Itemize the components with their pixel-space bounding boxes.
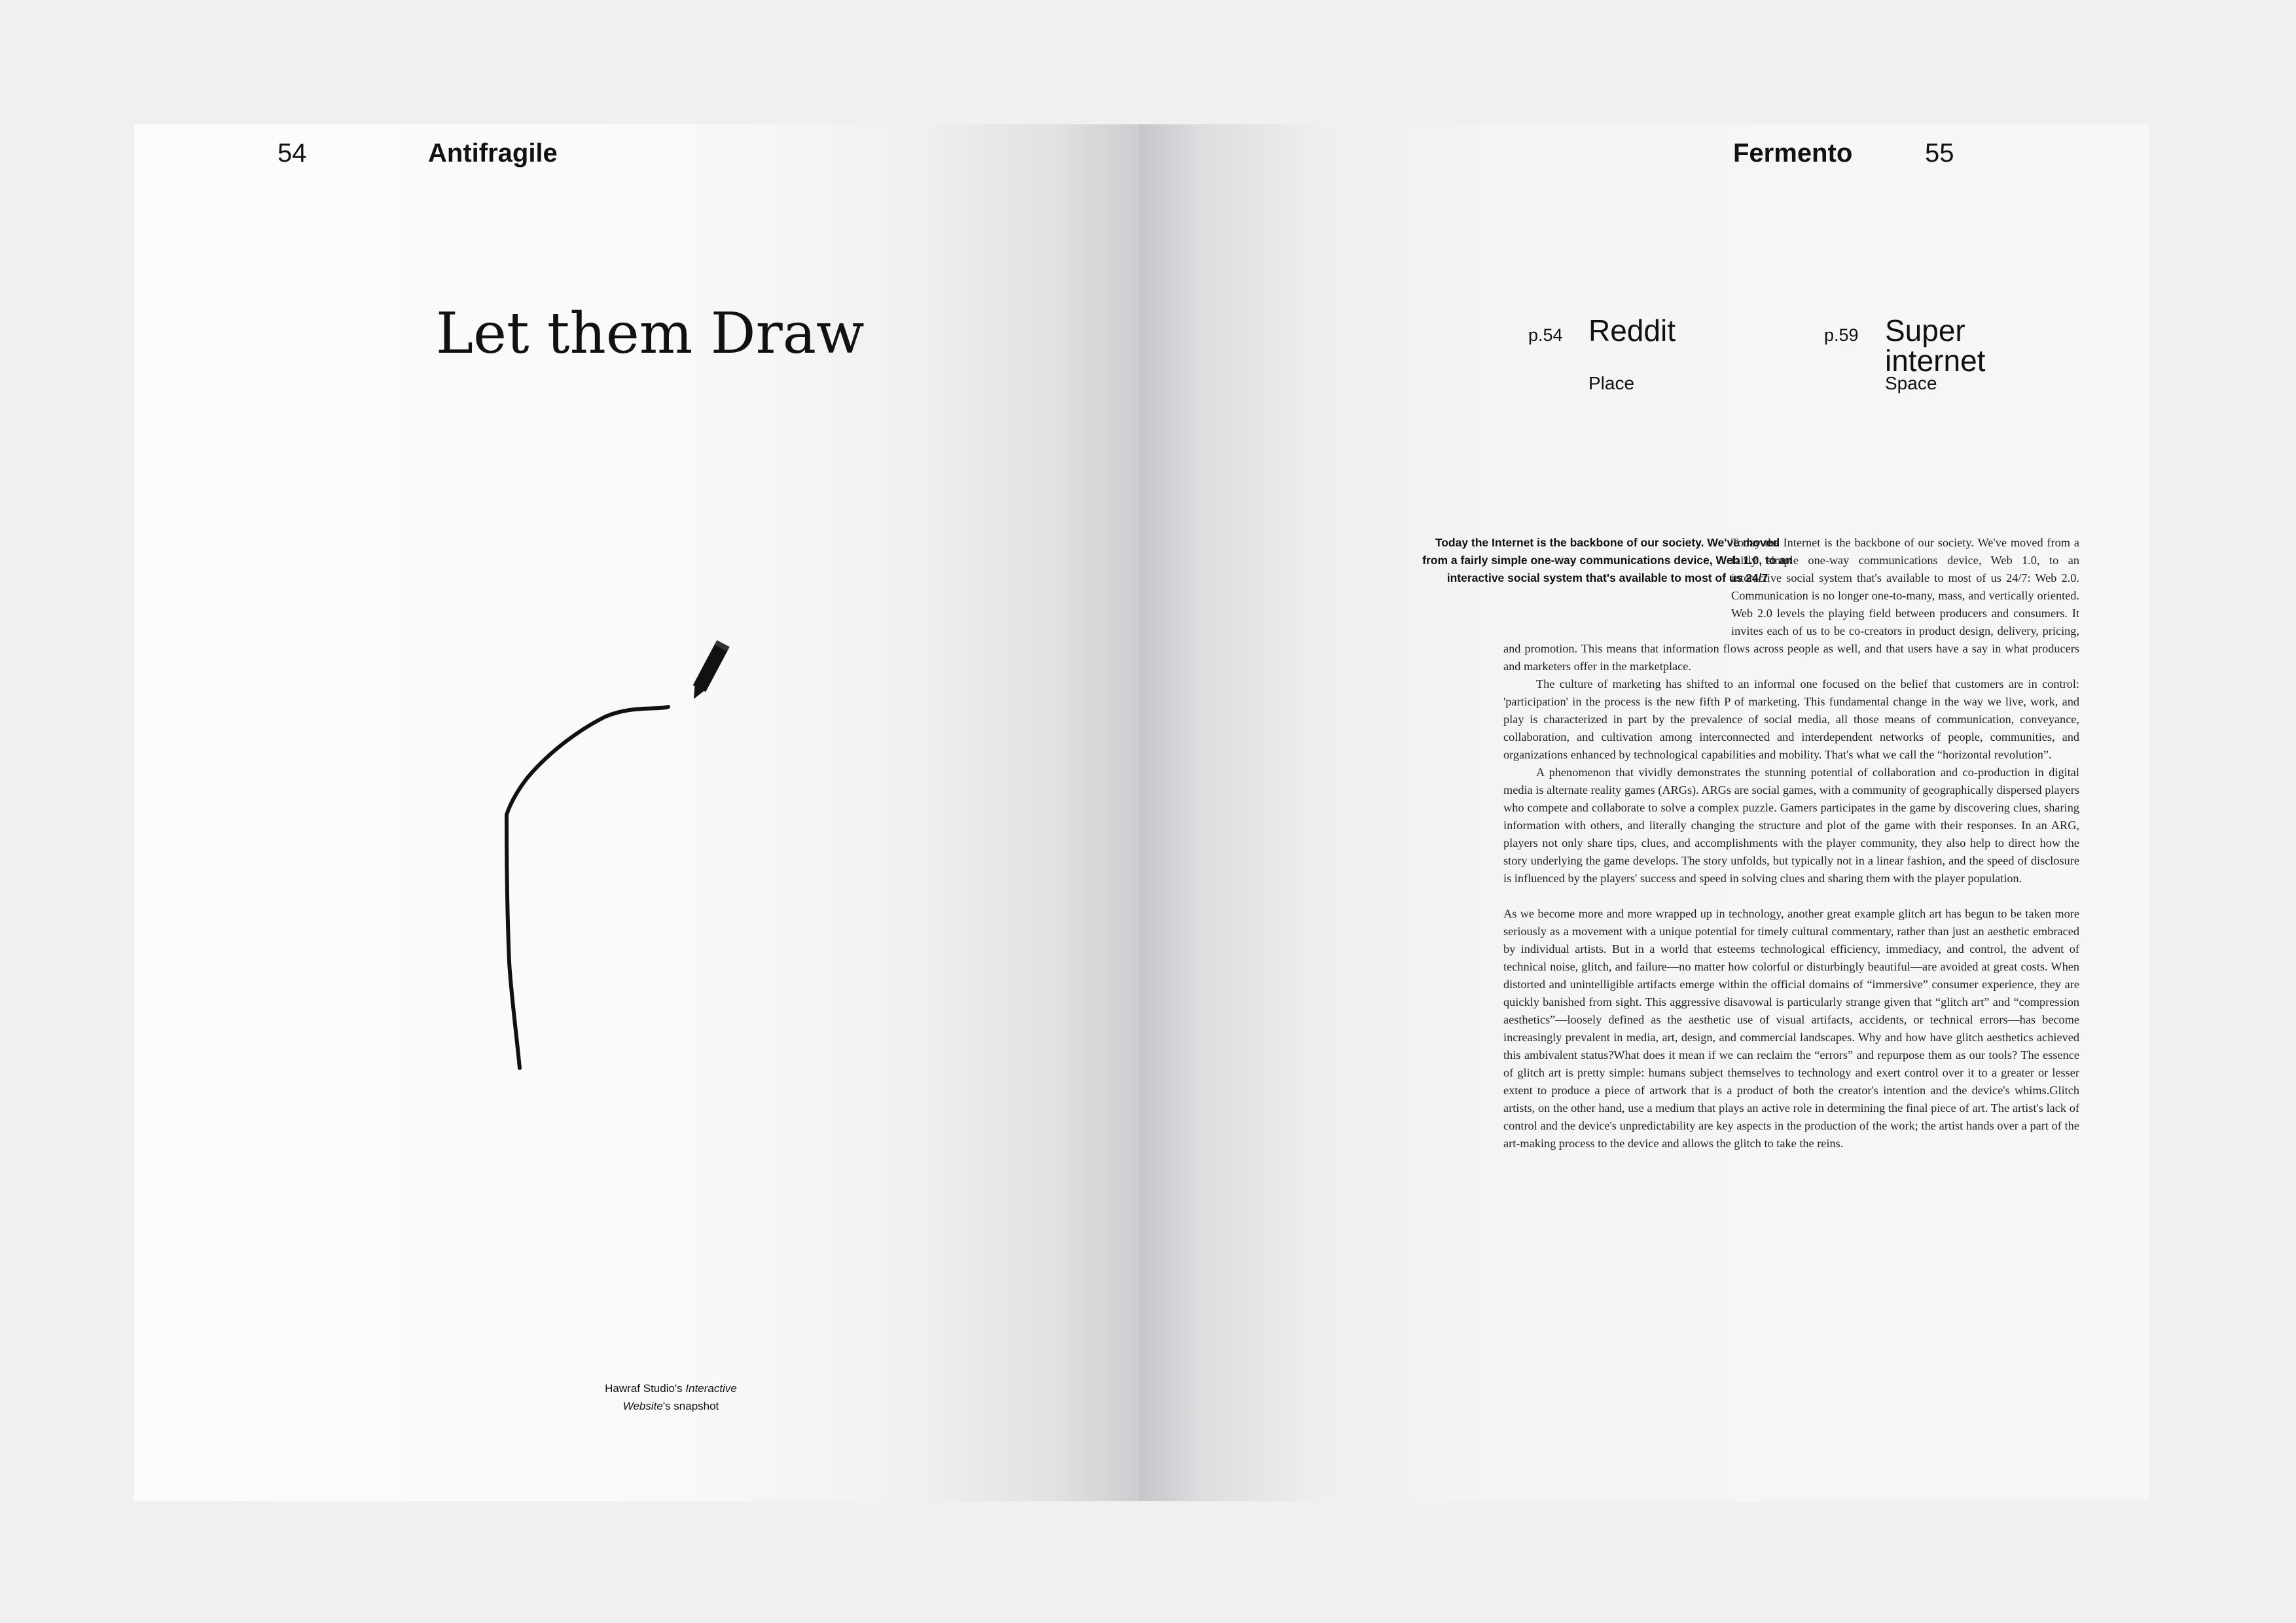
section-title: Reddit: [1588, 313, 1676, 348]
article-heading: Let them Draw: [436, 301, 865, 366]
right-page: [1139, 124, 2149, 1501]
paragraph: As we become more and more wrapped up in technology, another great example glitch art has begun to be taken more seriously as a movement with a unique potential for timely cultural commentary, rather than just an aesthetic embraced by individual artists. But in a world that esteems technological efficiency, immediacy, and control, the advent of technical noise, glitch, and failure—no matter how colorful or disturbingly beautiful—are avoided at great costs. When distorted and unintelligible artifacts emerge within the official domains of “immersive” consumer experience, they are quickly banished from sight. This aggressive disavowal is particularly strange given that “glitch art” and “compression aesthetics”—loosely defined as the aesthetic use of visual artifacts, accidents, or technical errors—has become increasingly prevalent in media, art, design, and commercial landscapes. Why and how have glitch aesthetics achieved this ambivalent status?What does it mean if we can reclaim the “errors” and repurpose them as our tools? The essence of glitch art is pretty simple: humans subject themselves to technology and exert control over it to a greater or lesser extent to produce a piece of artwork that is a product of both the creator's intention and the device's whims.Glitch artists, on the other hand, use a medium that plays an active role in determining the final piece of art. The artist's lack of control and the device's unpredictability are key aspects in the production of the work; the artist hands over a part of the art-making process to the device and allows the glitch to take the reins.: [1503, 907, 2079, 1150]
section-page-ref: p.59: [1824, 325, 1859, 345]
running-title: Fermento: [1733, 139, 1853, 168]
section-title: Super internet: [1885, 313, 1986, 378]
pencil-icon: [687, 640, 729, 702]
page-number: 55: [1925, 139, 1954, 168]
section-subtitle: Place: [1588, 373, 1635, 393]
page-number: 54: [278, 139, 307, 168]
float-spacer: [1503, 534, 1731, 640]
paragraph: Today the Internet is the backbone of our society. We've moved from a fairly simple one-way communications device, Web 1.0, to an interactive social system that's available to most of us 24/7: Web 2.0. Communication is no longer one-to-many, mass, and vertically oriented. Web 2.0 levels the playing field between producers and consumers. It invites each of us to be co-creators in product design, delivery, pricing, and promotion. This means that information flows across people as well, and that users have a say in what producers and marketers offer in the marketplace.: [1503, 536, 2079, 673]
paragraph: The culture of marketing has shifted to an informal one focused on the belief that customers are in control: 'participation' in the process is the new fifth P of marketing. This fundamental change in the way we live, work, and play is characterized in part by the prevalence of social media, all those means of communication, conveyance, collaboration, and cultivation among interconnected and interdependent networks of people, communities, and organizations enhanced by technological capabilities and mobility. That's what we call the “horizontal revolution”.: [1503, 677, 2079, 761]
pull-quote: Today the Internet is the backbone of our society. We've moved from a fairly simple one-way communications device, Web 1.0, to an interactive social system that's available to most of us 24/7: [1422, 536, 1793, 584]
section-page-ref: p.54: [1528, 325, 1563, 345]
magazine-spread: [134, 124, 2149, 1501]
drawn-line: [507, 707, 668, 1068]
running-title: Antifragile: [428, 139, 558, 168]
pencil-drawing-illustration: [134, 124, 1139, 1501]
image-caption: Hawraf Studio's Interactive Website's snapshot: [605, 1382, 737, 1412]
paragraph: A phenomenon that vividly demonstrates the stunning potential of collaboration and co-production in digital media is alternate reality games (ARGs). ARGs are social games, with a community of geographically dispersed players who compete and collaborate to solve a complex puzzle. Gamers participates in the game by discovering clues, sharing information with others, and literally changing the structure and plot of the game with their responses. In an ARG, players not only share tips, clues, and accomplishments with the player community, they also help to direct how the story underlying the game develops. The story unfolds, but typically not in a linear fashion, and the speed of disclosure is influenced by the players' success and speed in solving clues and sharing them with the player population.: [1503, 766, 2079, 885]
left-page: [134, 124, 1139, 1501]
article-body: [1503, 534, 2079, 1152]
section-subtitle: Space: [1885, 373, 1937, 393]
